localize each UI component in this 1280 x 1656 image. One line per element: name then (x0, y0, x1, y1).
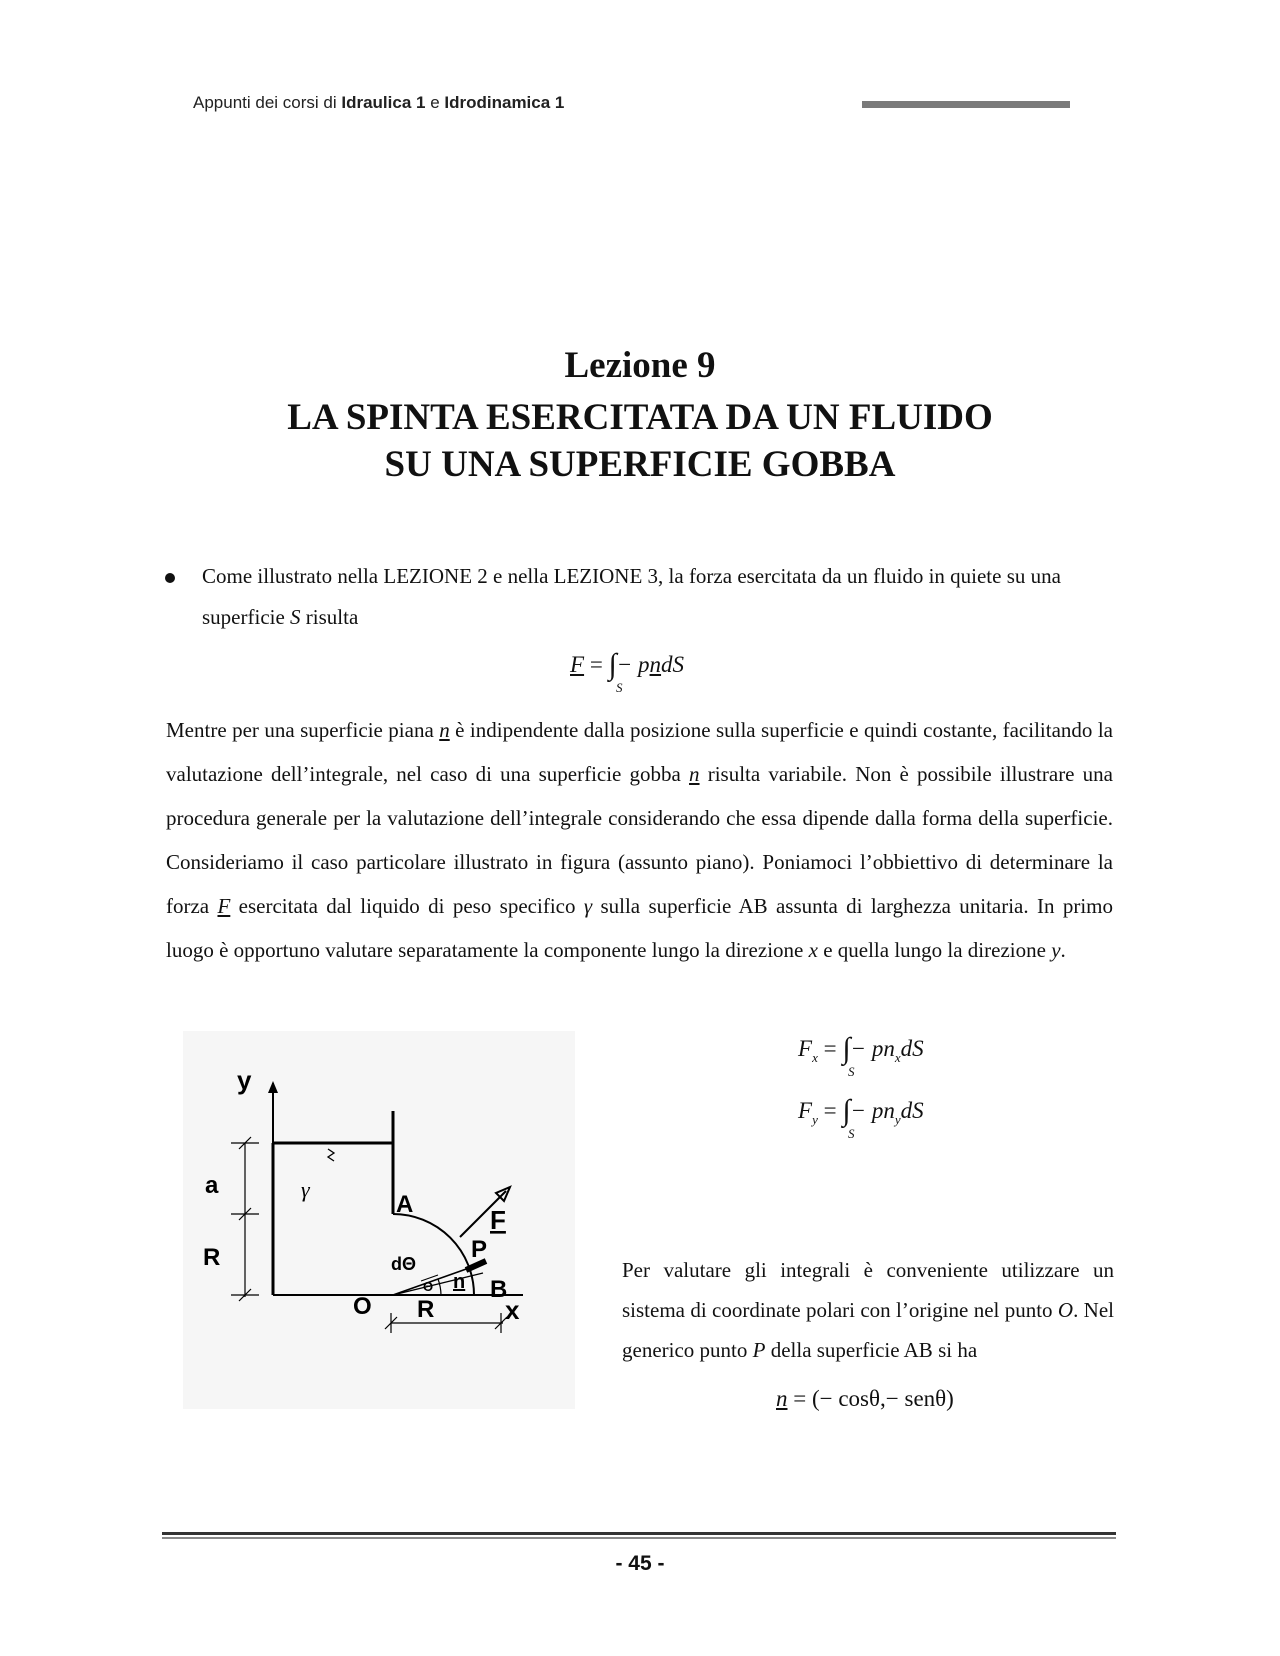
eq-fy-lsub: y (812, 1112, 818, 1127)
body-paragraph (166, 708, 1113, 972)
rp-t1: Per valutare gli integrali è conveniente utilizzare un sistema di coordinate polari con l’origine nel punto (622, 1258, 1114, 1322)
para-t5: sulla superficie AB assunta di larghezza unitaria. In primo luogo è opportuno valutare separatamente la componente lungo la direzione (166, 894, 1113, 962)
footer-rule-top (162, 1532, 1116, 1535)
rp-t2: . Nel generico punto (622, 1298, 1114, 1362)
footer-rule-bottom (162, 1537, 1116, 1539)
eq-integrand-a: − p (616, 652, 650, 677)
free-surface-icon (328, 1149, 334, 1161)
para-gamma: γ (583, 894, 593, 918)
integral-icon: ∫ (842, 1094, 851, 1127)
label-n: n (453, 1271, 466, 1293)
eq-fx-rsub: x (894, 1050, 901, 1065)
para-t6: e quella lungo la direzione (817, 938, 1052, 962)
para-t2: è indipendente dalla posizione sulla superficie e quindi costante, facilitando la valutazione dell’integrale, nel caso di una superficie gobba (166, 718, 1114, 786)
theta-arc (438, 1279, 441, 1295)
label-B: B (490, 1276, 508, 1303)
eq-fx-integral-sub: S (848, 1064, 855, 1079)
integral-icon: ∫ (842, 1032, 851, 1065)
para-t4: esercitata dal liquido di peso specifico (230, 894, 584, 918)
eq-fx-equals: = (817, 1036, 843, 1061)
rp-P: P (752, 1338, 766, 1362)
para-F: F (217, 894, 231, 918)
eq-n-lhs: n (776, 1386, 788, 1411)
label-gamma: γ (301, 1177, 310, 1202)
bullet-text-b: risulta (300, 605, 359, 629)
eq-fy-rhs-a: − pn (850, 1098, 895, 1123)
eq-fy-rhs-b: dS (900, 1098, 924, 1123)
para-y: y (1051, 938, 1061, 962)
eq-n-rhs: = (− cosθ,− senθ) (787, 1386, 954, 1411)
equation-fy (798, 1092, 924, 1141)
label-A: A (396, 1191, 414, 1218)
bullet-text-a: Come illustrato nella LEZIONE 2 e nella LEZIONE 3, la forza esercitata da un fluido in quiete su una superficie (202, 564, 1061, 629)
label-a: a (205, 1172, 219, 1199)
bullet-text (202, 556, 1092, 638)
eq-fy-rsub: y (894, 1112, 901, 1127)
label-F: F (490, 1205, 506, 1235)
equation-normal (776, 1386, 954, 1412)
equation-fx (798, 1030, 924, 1079)
equation-force (570, 646, 685, 695)
bullet-item (160, 556, 1120, 638)
para-n2: n (689, 762, 700, 786)
eq-equals: = (584, 652, 609, 677)
integral-icon: ∫ (608, 648, 617, 681)
rp-O: O (1057, 1298, 1074, 1322)
eq-fy-lhs: F (798, 1098, 813, 1123)
para-t3: risulta variabile. Non è possibile illustrare una procedura generale per la valutazione dell’integrale considerando che essa dipende dalla forma della superficie. Consideriamo il caso particolare illustrato in figura (assunto piano). Poniamoci l’obbiettivo di determinare la forza (166, 762, 1113, 918)
title-line-1: LA SPINTA ESERCITATA DA UN FLUIDO (287, 397, 993, 438)
header-course-2: Idrodinamica 1 (444, 93, 565, 112)
para-t7: . (1060, 938, 1066, 962)
symbol-S: S (290, 605, 301, 629)
label-R-bottom: R (417, 1296, 435, 1323)
para-x: x (808, 938, 818, 962)
y-axis-label: y (237, 1065, 252, 1095)
eq-fx-rhs-a: − pn (850, 1036, 895, 1061)
x-axis-label: x (505, 1295, 520, 1325)
title-block (160, 338, 1120, 488)
eq-integrand-b: dS (661, 652, 685, 677)
label-P: P (471, 1236, 488, 1263)
eq-integral-sub: S (616, 680, 623, 695)
running-header (193, 93, 564, 113)
eq-lhs: F (570, 652, 585, 677)
title-line-2: SU UNA SUPERFICIE GOBBA (384, 444, 896, 485)
para-n1: n (439, 718, 450, 742)
y-axis-arrow-icon (268, 1081, 278, 1093)
header-conj: e (425, 93, 445, 112)
right-paragraph (622, 1250, 1114, 1370)
eq-fx-rhs-b: dS (900, 1036, 924, 1061)
label-R-left: R (203, 1244, 221, 1271)
radius-line-2 (393, 1273, 483, 1295)
page-number: - 45 - (615, 1552, 665, 1575)
eq-fx-lsub: x (812, 1050, 818, 1065)
bullet-dot-icon (165, 573, 175, 583)
eq-fx-lhs: F (798, 1036, 813, 1061)
header-prefix: Appunti dei corsi di (193, 93, 342, 112)
eq-fy-equals: = (817, 1098, 843, 1123)
header-bar (862, 101, 1070, 108)
rp-t3: della superficie AB si ha (765, 1338, 978, 1362)
para-t1: Mentre per una superficie piana (166, 718, 440, 742)
label-O: O (353, 1293, 372, 1320)
lesson-number: Lezione 9 (564, 345, 716, 386)
label-dtheta: dΘ (391, 1254, 416, 1274)
header-course-1: Idraulica 1 (341, 93, 426, 112)
eq-fy-integral-sub: S (848, 1126, 855, 1141)
label-theta: Θ (423, 1279, 434, 1294)
figure-curved-surface (183, 1031, 575, 1409)
eq-n: n (649, 652, 662, 677)
figure-diagram (183, 1031, 575, 1409)
